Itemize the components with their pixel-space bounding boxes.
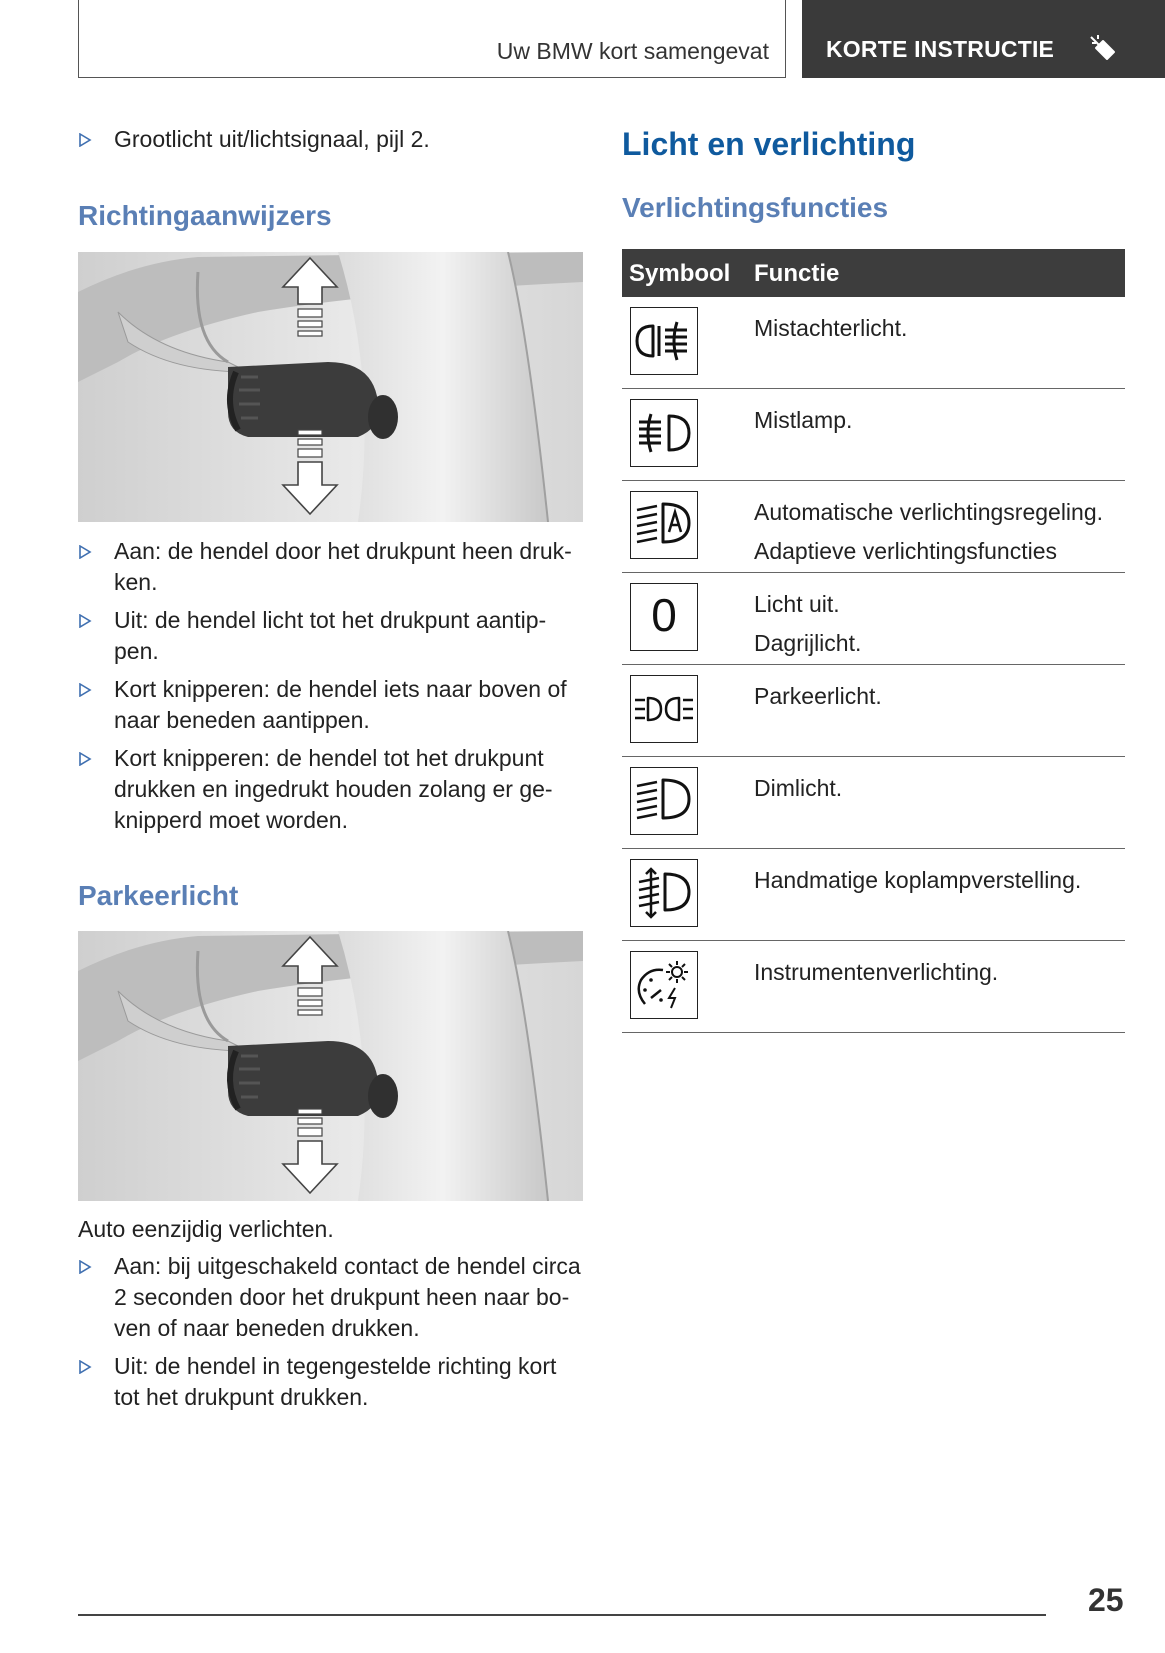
table-row — [622, 481, 1125, 573]
section-tab-label: KORTE INSTRUCTIE — [826, 36, 1055, 62]
header-title: Uw BMW kort samengevat — [496, 38, 769, 64]
footer-rule — [78, 1614, 1046, 1616]
column-header-function: Functie — [754, 260, 840, 287]
bullet-triangle-icon — [78, 752, 92, 766]
function-text: Automatische verlichtingsregeling. Adaptieve verlichtingsfuncties — [754, 499, 1104, 564]
table-row — [622, 297, 1125, 389]
list-item: Aan: bij uitgeschakeld contact de hendel circa 2 seconden door het drukpunt heen naar bo- ven of naar beneden drukken. — [78, 1251, 583, 1344]
low-beam-icon — [630, 767, 698, 835]
parking-light-lever-figure — [78, 931, 583, 1201]
function-text: Parkeerlicht. — [754, 683, 882, 709]
header-title-box — [78, 0, 786, 78]
function-text: Mistlamp. — [754, 407, 853, 433]
section-heading-richtingaanwijzers: Richtingaanwijzers — [78, 200, 332, 231]
turn-signal-lever-figure — [78, 252, 583, 522]
table-row — [622, 757, 1125, 849]
function-text: Instrumentenverlichting. — [754, 959, 999, 985]
bullet-triangle-icon — [78, 683, 92, 697]
bullet-triangle-icon — [78, 614, 92, 628]
function-text: Licht uit. Dagrijlicht. — [754, 591, 862, 656]
table-row — [622, 573, 1125, 665]
subheading-verlichtingsfuncties: Verlichtingsfuncties — [622, 192, 889, 223]
bullet-triangle-icon — [78, 133, 92, 147]
front-fog-light-icon — [630, 399, 698, 467]
table-row — [622, 665, 1125, 757]
bullet-triangle-icon — [78, 545, 92, 559]
table-header — [622, 249, 1125, 297]
table-row — [622, 941, 1125, 1033]
function-text: Dimlicht. — [754, 775, 843, 801]
list-item: Aan: de hendel door het drukpunt heen druk- ken. — [78, 536, 583, 598]
table-row — [622, 389, 1125, 481]
bullet-triangle-icon — [78, 1360, 92, 1374]
page-number: 25 — [1088, 1582, 1124, 1618]
auto-headlight-icon — [630, 491, 698, 559]
section-tab — [802, 0, 1165, 78]
list-item: Uit: de hendel in tegengestelde richting kort tot het drukpunt drukken. — [78, 1351, 583, 1413]
parking-light-icon — [630, 675, 698, 743]
hand-pointer-icon — [1087, 32, 1117, 67]
instrument-lighting-icon — [630, 951, 698, 1019]
list-item: Uit: de hendel licht tot het drukpunt aantip- pen. — [78, 605, 583, 667]
list-item: Kort knipperen: de hendel iets naar boven of naar beneden aantippen. — [78, 674, 583, 736]
headlight-range-icon — [630, 859, 698, 927]
bullet-triangle-icon — [78, 1260, 92, 1274]
table-row — [622, 849, 1125, 941]
parkeerlicht-intro: Auto eenzijdig verlichten. — [78, 1216, 334, 1242]
list-item: Grootlicht uit/lichtsignaal, pijl 2. — [78, 124, 583, 155]
function-text: Handmatige koplampverstelling. — [754, 867, 1082, 893]
column-header-symbol: Symbool — [629, 260, 731, 287]
section-heading-licht: Licht en verlichting — [622, 126, 916, 162]
function-text: Mistachterlicht. — [754, 315, 908, 341]
list-item: Kort knipperen: de hendel tot het drukpunt drukken en ingedrukt houden zolang er ge- knipperd moet worden. — [78, 743, 583, 836]
section-heading-parkeerlicht: Parkeerlicht — [78, 880, 239, 911]
lights-off-icon: 0 — [630, 583, 698, 651]
rear-fog-light-icon — [630, 307, 698, 375]
